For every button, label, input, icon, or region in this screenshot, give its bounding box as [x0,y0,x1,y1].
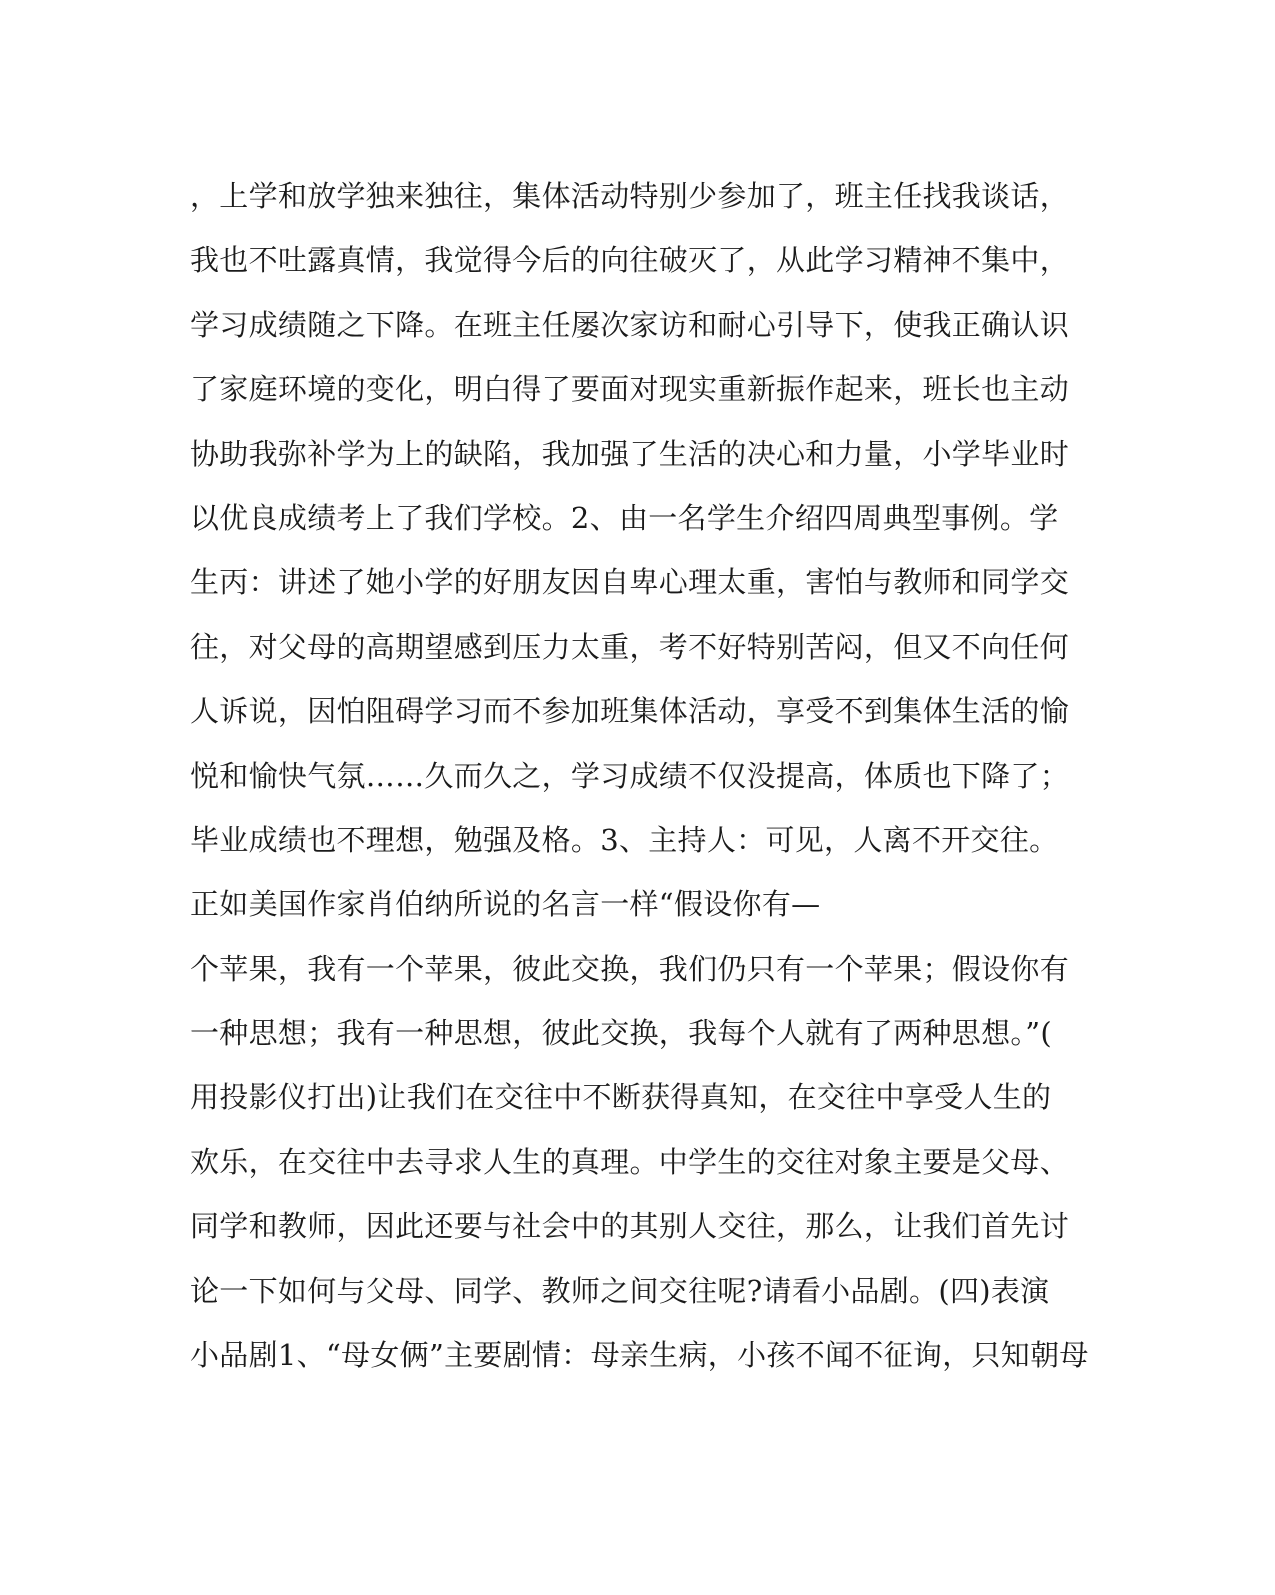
text-line: 人诉说，因怕阻碍学习而不参加班集体活动，享受不到集体生活的愉 [190,694,1070,729]
text-line: 毕业成绩也不理想，勉强及格。3、主持人：可见，人离不开交往。 [190,822,1059,857]
text-line: ，上学和放学独来独往，集体活动特别少参加了，班主任找我谈话， [190,179,1070,213]
body-text [190,164,1090,1387]
text-line: 了家庭环境的变化，明白得了要面对现实重新振作起来，班长也主动 [190,372,1070,407]
text-line: 论一下如何与父母、同学、教师之间交往呢?请看小品剧。(四)表演 [190,1273,1050,1308]
text-line: 小品剧1、“母女俩”主要剧情：母亲生病，小孩不闻不征询，只知朝母 [190,1338,1089,1373]
text-line: 协助我弥补学为上的缺陷，我加强了生活的决心和力量，小学毕业时 [190,436,1070,471]
text-line: 学习成绩随之下降。在班主任屡次家访和耐心引导下，使我正确认识 [190,307,1070,342]
text-line: 我也不吐露真情，我觉得今后的向往破灭了，从此学习精神不集中， [190,243,1070,278]
text-line: 以优良成绩考上了我们学校。2、由一名学生介绍四周典型事例。学 [190,500,1059,535]
text-line: 一种思想；我有一种思想，彼此交换，我每个人就有了两种思想。”( [190,1016,1052,1051]
text-line: 生丙：讲述了她小学的好朋友因自卑心理太重，害怕与教师和同学交 [190,565,1070,600]
text-line: 往，对父母的高期望感到压力太重，考不好特别苦闷，但又不向任何 [190,629,1070,664]
text-line: 欢乐，在交往中去寻求人生的真理。中学生的交往对象主要是父母、 [190,1144,1070,1179]
text-line: 用投影仪打出)让我们在交往中不断获得真知，在交往中享受人生的 [190,1080,1052,1115]
text-line: 个苹果，我有一个苹果，彼此交换，我们仍只有一个苹果；假设你有 [190,951,1070,986]
text-line: 悦和愉快气氛……久而久之，学习成绩不仅没提高，体质也下降了； [190,758,1070,793]
text-line: 同学和教师，因此还要与社会中的其别人交往，那么，让我们首先讨 [190,1209,1070,1244]
text-line: 正如美国作家肖伯纳所说的名言一样“假设你有— [190,887,821,922]
